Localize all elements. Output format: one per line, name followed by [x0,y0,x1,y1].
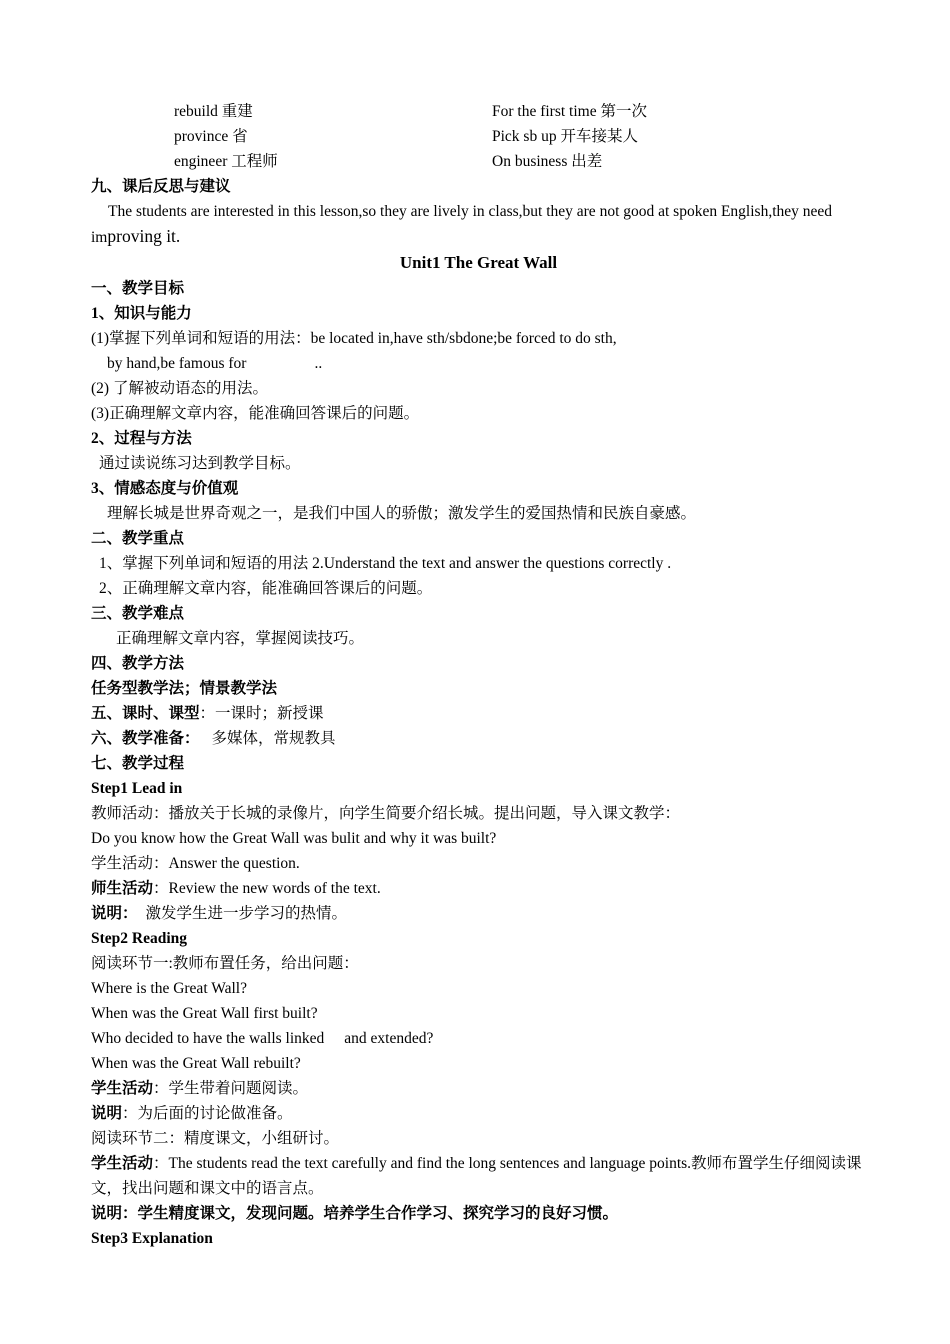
key-point-2: 2、正确理解文章内容，能准确回答课后的问题。 [99,580,433,597]
step2-note2: 说明：学生精度课文，发现问题。培养学生合作学习、探究学习的良好习惯。 [91,1205,619,1222]
preparation-label: 六、教学准备： [91,730,200,747]
step2-title: Step2 Reading [91,930,188,947]
difficulty-text: 正确理解文章内容，掌握阅读技巧。 [116,630,365,647]
step2-student1-label: 学生活动 [91,1080,154,1097]
step2-student2 [91,1151,866,1201]
step2-student2-text: ：The students read the text carefully and find the long sentences and language points.教师布置学生仔细阅读课文，找出问题和课文中的语言点。 [91,1155,862,1197]
lesson-type-label: 五、课时、课型 [91,705,200,722]
step2-student2-label: 学生活动 [91,1155,154,1172]
document-page [91,99,866,1251]
step1-note-label: 说明： [91,905,138,922]
goals-sub-emotion: 3、情感态度与价值观 [91,480,239,497]
goals-heading: 一、教学目标 [91,280,185,297]
vocab-phrase: Pick sb up 开车接某人 [492,128,638,145]
step1-both-text: ：Review the new words of the text. [153,880,381,897]
vocab-row [91,149,866,174]
step2-question-3 [91,1026,866,1051]
step1-both-label: 师生活动 [91,880,154,897]
methods-heading: 四、教学方法 [91,655,185,672]
goal-process-text: 通过读说练习达到教学目标。 [99,455,301,472]
methods-text: 任务型教学法；情景教学法 [91,680,278,697]
goal-item-1b-tail: .. [314,355,323,372]
vocab-row [91,99,866,124]
goals-sub-knowledge: 1、知识与能力 [91,305,192,322]
vocab-phrase: For the first time 第一次 [492,103,647,120]
step1-student-label: 学生活动 [91,855,154,872]
goal-item-1a: (1)掌握下列单词和短语的用法：be located in,have sth/sbdone;be forced to do sth, [91,330,617,347]
step1-student [91,851,866,876]
key-point-1: 1、掌握下列单词和短语的用法 2.Understand the text and answer the questions correctly . [99,555,672,572]
step3-title: Step3 Explanation [91,1230,213,1247]
step1-title: Step1 Lead in [91,780,183,797]
vocab-phrase: On business 出差 [492,153,603,170]
step1-note [91,901,866,926]
key-points-heading: 二、教学重点 [91,530,185,547]
step1-student-text: ：Answer the question. [153,855,300,872]
step1-question: Do you know how the Great Wall was bulit and why it was built? [91,830,497,847]
step1-both [91,876,866,901]
unit-title: Unit1 The Great Wall [399,253,558,272]
goal-item-2: (2) 了解被动语态的用法。 [91,380,268,397]
step2-part1: 阅读环节一:教师布置任务，给出问题： [91,955,359,972]
step2-question-2: When was the Great Wall first built? [91,1005,318,1022]
step2-note1-label: 说明 [91,1105,123,1122]
step1-note-text: 激发学生进一步学习的热情。 [145,905,348,922]
step2-part2: 阅读环节二：精度课文，小组研讨。 [91,1130,340,1147]
step2-question-4: When was the Great Wall rebuilt? [91,1055,301,1072]
goal-emotion-text: 理解长城是世界奇观之一，是我们中国人的骄傲；激发学生的爱国热情和民族自豪感。 [107,505,697,522]
step2-student1-text: ：学生带着问题阅读。 [153,1080,309,1097]
difficulty-heading: 三、教学难点 [91,605,185,622]
step1-teacher: 教师活动：播放关于长城的录像片，向学生简要介绍长城。提出问题，导入课文教学： [91,805,681,822]
reflection-heading: 九、课后反思与建议 [91,178,231,195]
reflection-text [91,199,866,250]
goal-item-1b-text: by hand,be famous for [107,355,247,372]
goal-item-3: (3)正确理解文章内容，能准确回答课后的问题。 [91,405,420,422]
step2-question-3b: and extended? [344,1030,434,1047]
vocab-word: province 省 [174,128,248,145]
step2-question-3a: Who decided to have the walls linked [91,1030,325,1047]
reflection-text-b: proving it. [107,226,181,246]
preparation-value: 多媒体，常规教具 [211,730,336,747]
reflection-text-a: The students are interested in this lesson,so they are lively in class,but they are not good at spoken English,they need im [91,203,833,246]
goals-sub-process: 2、过程与方法 [91,430,192,447]
lesson-type-value: ：一课时；新授课 [199,705,324,722]
lesson-type [91,701,866,726]
step2-note1-text: ：为后面的讨论做准备。 [122,1105,293,1122]
step2-question-1: Where is the Great Wall? [91,980,247,997]
preparation [91,726,866,751]
goal-item-1b [91,351,866,376]
vocab-word: engineer 工程师 [174,153,278,170]
vocab-word: rebuild 重建 [174,103,253,120]
step2-note1 [91,1101,866,1126]
step2-student1 [91,1076,866,1101]
vocab-row [91,124,866,149]
process-heading: 七、教学过程 [91,755,185,772]
